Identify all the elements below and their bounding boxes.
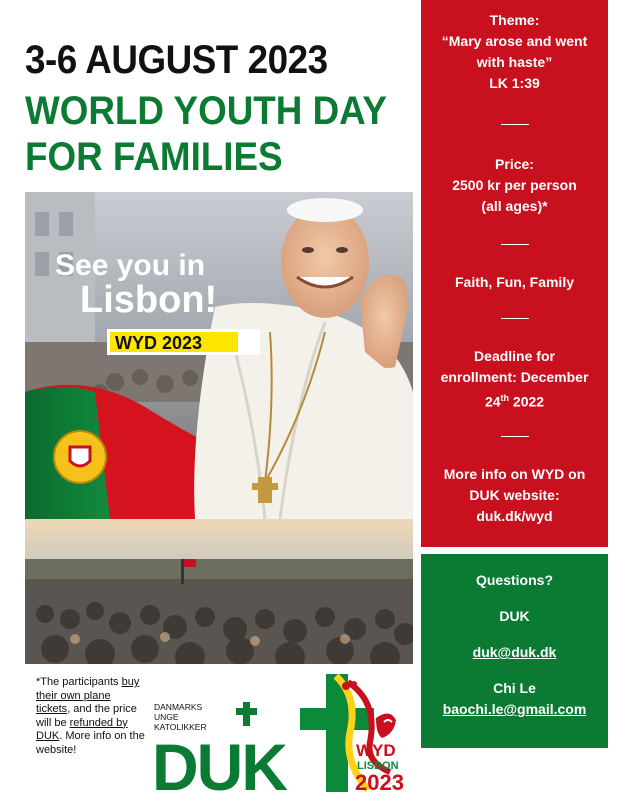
- event-name-title: [25, 88, 387, 180]
- deadline-line2: enrollment: December: [440, 369, 589, 385]
- wyd-logo-city: LISBON: [357, 760, 399, 772]
- pope-poster-graphic: [25, 192, 413, 519]
- duk-logo-line3: KATOLIKKER: [154, 722, 207, 732]
- divider-2: [501, 244, 529, 245]
- divider-1: [501, 124, 529, 125]
- divider-4: [501, 436, 529, 437]
- wyd-badge-text: WYD 2023: [115, 333, 203, 353]
- price-block: [421, 154, 608, 217]
- price-label: Price:: [495, 156, 534, 172]
- deadline-line1: Deadline for: [474, 348, 555, 364]
- duk-logo: [150, 700, 290, 795]
- theme-label: Theme:: [489, 12, 540, 28]
- price-value: 2500 kr per person: [452, 177, 577, 193]
- duk-logo-line1: DANMARKS: [154, 702, 203, 712]
- duk-website-link[interactable]: duk.dk/wyd: [476, 508, 553, 524]
- theme-quote-line2: with haste”: [476, 54, 553, 70]
- deadline-line3: [421, 388, 608, 413]
- deadline-day-suffix: th: [500, 393, 510, 403]
- more-info-block: [421, 464, 608, 527]
- wyd-logo-year: 2023: [355, 770, 404, 794]
- see-you-text: See you in: [55, 249, 206, 282]
- wyd-lisbon-logo: [298, 672, 413, 794]
- info-panel: [421, 0, 608, 547]
- duk-logo-graphic: [150, 700, 290, 795]
- contact-person: Chi Le: [493, 680, 536, 696]
- contact-org: DUK: [499, 608, 530, 624]
- person-email-link[interactable]: baochi.le@gmail.com: [442, 701, 587, 717]
- event-date-title: 3-6 AUGUST 2023: [25, 38, 328, 82]
- more-info-line2: DUK website:: [469, 487, 560, 503]
- deadline-year: 2022: [509, 393, 545, 410]
- crowd-graphic: [25, 519, 413, 664]
- theme-quote-line1: “Mary arose and went: [441, 33, 588, 49]
- price-note: (all ages)*: [481, 198, 548, 214]
- divider-3: [501, 318, 529, 319]
- theme-reference: LK 1:39: [489, 75, 540, 91]
- footnote-plane-tickets: buy their own plane tickets: [36, 676, 140, 715]
- deadline-block: [421, 346, 608, 413]
- lisbon-text: Lisbon!: [80, 279, 218, 321]
- footnote-part1: *The participants: [36, 676, 122, 688]
- questions-heading: Questions?: [475, 572, 553, 588]
- contact-panel: [421, 554, 608, 748]
- tagline: Faith, Fun, Family: [454, 274, 574, 290]
- duk-logo-mark: DUK: [152, 730, 289, 795]
- crowd-photo: [25, 519, 413, 664]
- deadline-day: 24: [484, 393, 501, 410]
- wyd-logo-graphic: [298, 672, 413, 794]
- footnote-part3: , and the price will be: [36, 703, 137, 729]
- theme-block: [421, 10, 608, 94]
- wyd-logo-wyd: WYD: [356, 741, 396, 760]
- footnote-part5: . More info on the website!: [36, 730, 145, 756]
- event-name-line1: WORLD YOUTH DAY: [25, 89, 387, 133]
- more-info-line1: More info on WYD on: [443, 466, 586, 482]
- pope-poster-image: [25, 192, 413, 519]
- refund-footnote: [36, 676, 146, 757]
- event-name-line2: FOR FAMILIES: [25, 135, 283, 179]
- duk-logo-line2: UNGE: [154, 712, 179, 722]
- org-email-link[interactable]: duk@duk.dk: [472, 644, 557, 660]
- footnote-refunded: refunded by DUK: [36, 716, 128, 742]
